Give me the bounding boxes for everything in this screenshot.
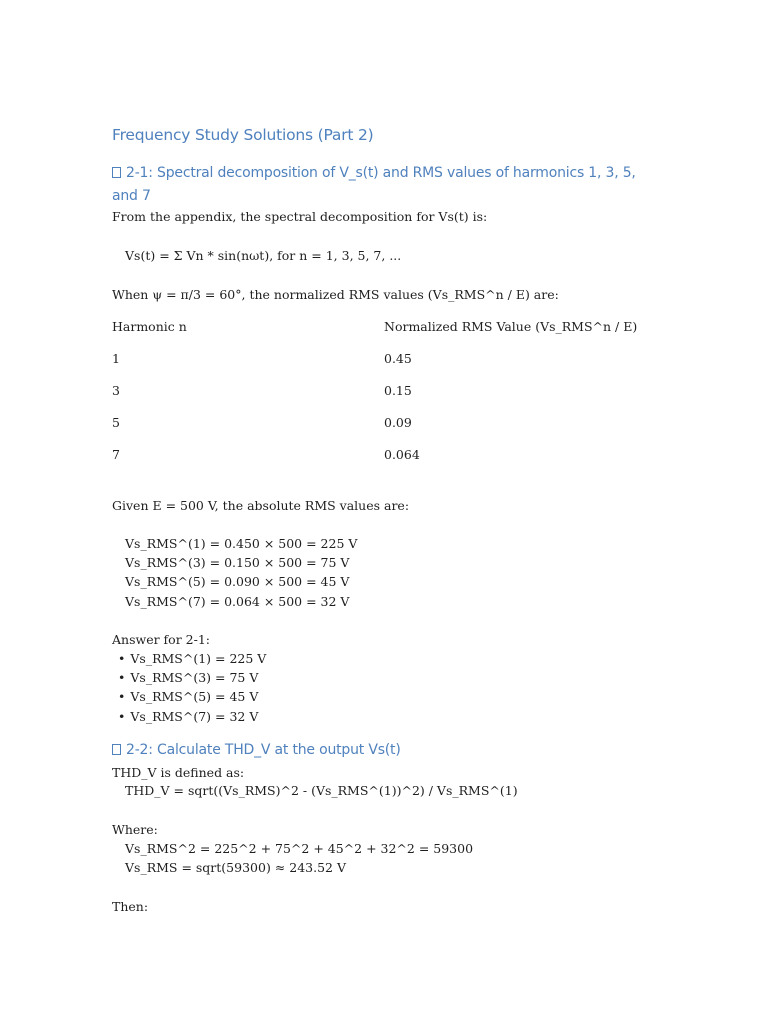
section-2-2-heading-text: 2-2: Calculate THD_V at the output Vs(t)	[126, 742, 401, 758]
where-line: Vs_RMS^2 = 225^2 + 75^2 + 45^2 + 32^2 = 59300	[125, 841, 474, 856]
given-text: Given E = 500 V, the absolute RMS values are:	[112, 498, 410, 513]
table-cell-value: 0.09	[384, 415, 412, 430]
answer-item: • Vs_RMS^(5) = 45 V	[118, 687, 258, 707]
table-cell-value: 0.45	[384, 351, 412, 366]
spectral-formula: Vs(t) = Σ Vn * sin(nωt), for n = 1, 3, 5, 7, ...	[125, 248, 402, 263]
answer-label: Answer for 2-1:	[112, 632, 210, 647]
table-cell-harmonic: 7	[112, 447, 120, 462]
section-2-2-heading	[112, 738, 401, 762]
section-2-1-heading-line2: and 7	[112, 188, 151, 204]
where-line: Vs_RMS = sqrt(59300) ≈ 243.52 V	[125, 860, 346, 875]
table-header-harmonic: Harmonic n	[112, 319, 187, 334]
section-2-1-heading-line1: 2-1: Spectral decomposition of V_s(t) and RMS values of harmonics 1, 3, 5,	[126, 165, 636, 181]
calculation-line: Vs_RMS^(5) = 0.090 × 500 = 45 V	[125, 574, 350, 589]
calculation-line: Vs_RMS^(1) = 0.450 × 500 = 225 V	[125, 536, 358, 551]
section-2-1-heading	[112, 161, 636, 185]
answer-item: • Vs_RMS^(1) = 225 V	[118, 649, 266, 669]
calculation-line: Vs_RMS^(3) = 0.150 × 500 = 75 V	[125, 555, 350, 570]
table-cell-harmonic: 5	[112, 415, 120, 430]
table-header-value: Normalized RMS Value (Vs_RMS^n / E)	[384, 319, 638, 334]
table-cell-harmonic: 3	[112, 383, 120, 398]
then-label: Then:	[112, 899, 149, 914]
where-label: Where:	[112, 822, 158, 837]
table-cell-value: 0.15	[384, 383, 412, 398]
missing-glyph-icon	[112, 744, 121, 755]
answer-item: • Vs_RMS^(7) = 32 V	[118, 707, 258, 727]
missing-glyph-icon	[112, 167, 121, 178]
intro-text: From the appendix, the spectral decomposition for Vs(t) is:	[112, 209, 488, 224]
definition-formula: THD_V = sqrt((Vs_RMS)^2 - (Vs_RMS^(1))^2) / Vs_RMS^(1)	[125, 783, 518, 798]
condition-text: When ψ = π/3 = 60°, the normalized RMS values (Vs_RMS^n / E) are:	[112, 287, 559, 302]
page-title: Frequency Study Solutions (Part 2)	[112, 126, 374, 144]
table-cell-harmonic: 1	[112, 351, 120, 366]
answer-item: • Vs_RMS^(3) = 75 V	[118, 668, 258, 688]
definition-label: THD_V is defined as:	[112, 765, 245, 780]
calculation-line: Vs_RMS^(7) = 0.064 × 500 = 32 V	[125, 594, 350, 609]
table-cell-value: 0.064	[384, 447, 420, 462]
